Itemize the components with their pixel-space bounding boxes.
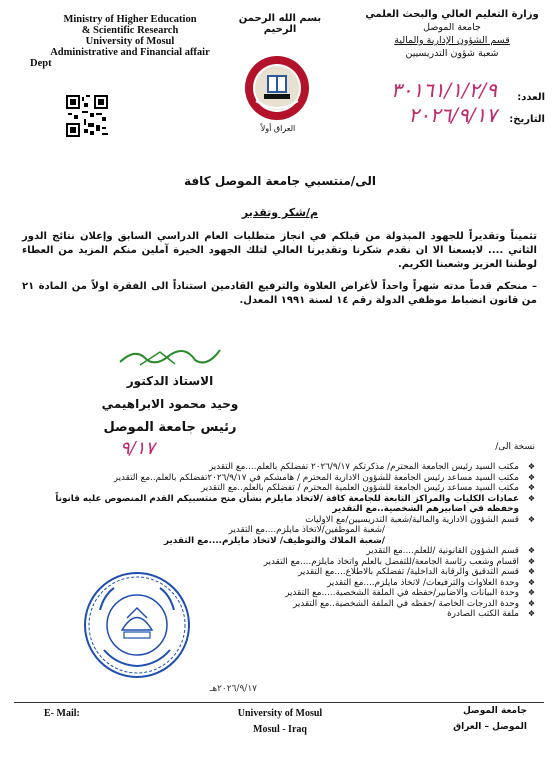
copy-item: ❖ قسم الشؤون الادارية والمالية/شعبة التدريسيين/مع الاوليات <box>35 515 535 526</box>
footer-city-en: Mosul - Iraq <box>253 724 307 735</box>
qr-code-icon <box>66 95 108 137</box>
copy-item: ❖ قسم التدقيق والرقابة الداخلية/ تفضلكم بالاطلاع....مع التقدير <box>35 567 535 578</box>
footer-university-en: University of Mosul <box>237 708 323 719</box>
copy-item: ❖ وحدة الدرجات الخاصة /حفظه في الملفة الشخصية..مع التقدير <box>35 599 535 610</box>
logo-caption: العراق أولاً <box>260 124 296 133</box>
english-header <box>30 14 230 69</box>
en-line-1: Ministry of Higher Education <box>63 14 197 25</box>
ar-line-1: وزارة التعليم العالي والبحث العلمي <box>365 9 539 20</box>
grant-paragraph: – منحكم قدماً مدته شهراً واحداً لأغراض العلاوة والترفيع القادمين استناداً الى الفقرة اولاً من المادة ٢١ من قانون انضباط موظفي الدولة رقم ١٤ لسنة ١٩٩١ المعدل. <box>22 281 537 306</box>
body-paragraph: تثميناً وتقديراً للجهود المبذولة من قبلكم في انجاز متطلبات العام الدراسي السابق وإعلان نتائج الدور الثاني .... لايسعنا الا ان نقدم شكرنا وتقديرنا العالي لتلك الجهود الخيرة آملين منكم المزيد من العطاء لوطننا العزيز وشعبنا الكريم. <box>22 231 537 270</box>
copy-item: ❖ مكتب السيد مساعد رئيس الجامعة للشؤون العلمية المحترم / تفضلكم بالعلم..مع التقدير <box>35 483 535 494</box>
en-line-4: Administrative and Financial affair <box>50 47 210 58</box>
signature-handwritten-date: ٩/١٧ <box>120 438 156 459</box>
ar-line-3: قسم الشؤون الإدارية والمالية <box>394 35 510 46</box>
subject: م/شكر وتقدير <box>241 206 319 219</box>
ar-line-4: شعبة شؤون التدريسيين <box>405 48 499 59</box>
en-line-2: & Scientific Research <box>81 25 179 36</box>
copy-item: ❖ مكتب السيد رئيس الجامعة المحترم/ مذكرتكم ٢٠٢٦/٩/١٧ تفضلكم بالعلم....مع التقدير <box>35 462 535 473</box>
university-logo-icon <box>244 55 310 121</box>
bismillah: بسم الله الرحمن الرحيم <box>238 13 322 35</box>
signature-scribble-icon <box>115 340 225 375</box>
signatory-position: رئيس جامعة الموصل <box>103 420 237 435</box>
signatory-name: وحيد محمود الابراهيمي <box>101 397 239 411</box>
copies-label: نسخة الى/ <box>495 442 535 452</box>
addressee: الى/منتسبي جامعة الموصل كافة <box>184 174 376 188</box>
footer-university-ar: جامعة الموصل <box>463 706 527 716</box>
footer-email-label: E- Mail: <box>44 708 80 719</box>
number-label: العدد: <box>517 92 545 103</box>
ar-line-2: جامعة الموصل <box>423 22 481 33</box>
date-label: التاريخ: <box>509 114 545 125</box>
copy-sub-item: /شعبة الملاك والتوظيف/ لاتخاذ مايلزم....مع التقدير <box>164 535 385 546</box>
copy-sub-item: /شعبة الموظفين/لاتخاذ مايلزم....مع التقدير <box>228 525 385 535</box>
footer-reference: ٢٠٢٦/٩/١٧هـ <box>209 684 257 694</box>
handwritten-number: ٣٠١٦١/١/٢/٩ <box>390 78 497 102</box>
copy-item: ❖ وحدة البيانات والاضابير/حفظه في الملفة الشخصية.....مع التقدير <box>35 588 535 599</box>
copy-item: ❖ ملفة الكتب الصادرة <box>35 609 535 620</box>
copy-item: ❖ عمادات الكليات والمراكز التابعة للجامعة كافة /لاتخاذ مايلزم بشأن منح منتسبيكم القدم المنصوص عليه قانوناً وحفظه في اضابيرهم الشخصية..مع التقدير <box>35 494 535 515</box>
en-line-5: Dept <box>30 58 52 69</box>
copy-item: ❖ قسم الشؤون القانونية /للعلم....مع التقدير <box>35 546 535 557</box>
arabic-header <box>357 8 547 60</box>
copy-item: ❖ اقسام وشعب رئاسة الجامعة/للتفضل بالعلم واتخاذ مايلزم....مع التقدير <box>35 557 535 568</box>
footer-divider <box>14 702 544 703</box>
official-stamp-icon <box>82 570 192 680</box>
footer-city-ar: الموصل – العراق <box>453 722 527 732</box>
handwritten-date: ٢٠٢٦/٩/١٧ <box>408 103 497 127</box>
en-line-3: University of Mosul <box>85 36 175 47</box>
signatory-title: الاستاذ الدكتور <box>126 374 214 388</box>
copy-item: ❖ مكتب السيد مساعد رئيس الجامعة للشؤون الادارية المحترم / هامشكم في ٢٠٢٦/٩/١٧تفضلكم بالعلم..مع التقدير <box>35 473 535 484</box>
copy-item: ❖ وحدة العلاوات والترفيعات/ لاتخاذ مايلزم....مع التقدير <box>35 578 535 589</box>
